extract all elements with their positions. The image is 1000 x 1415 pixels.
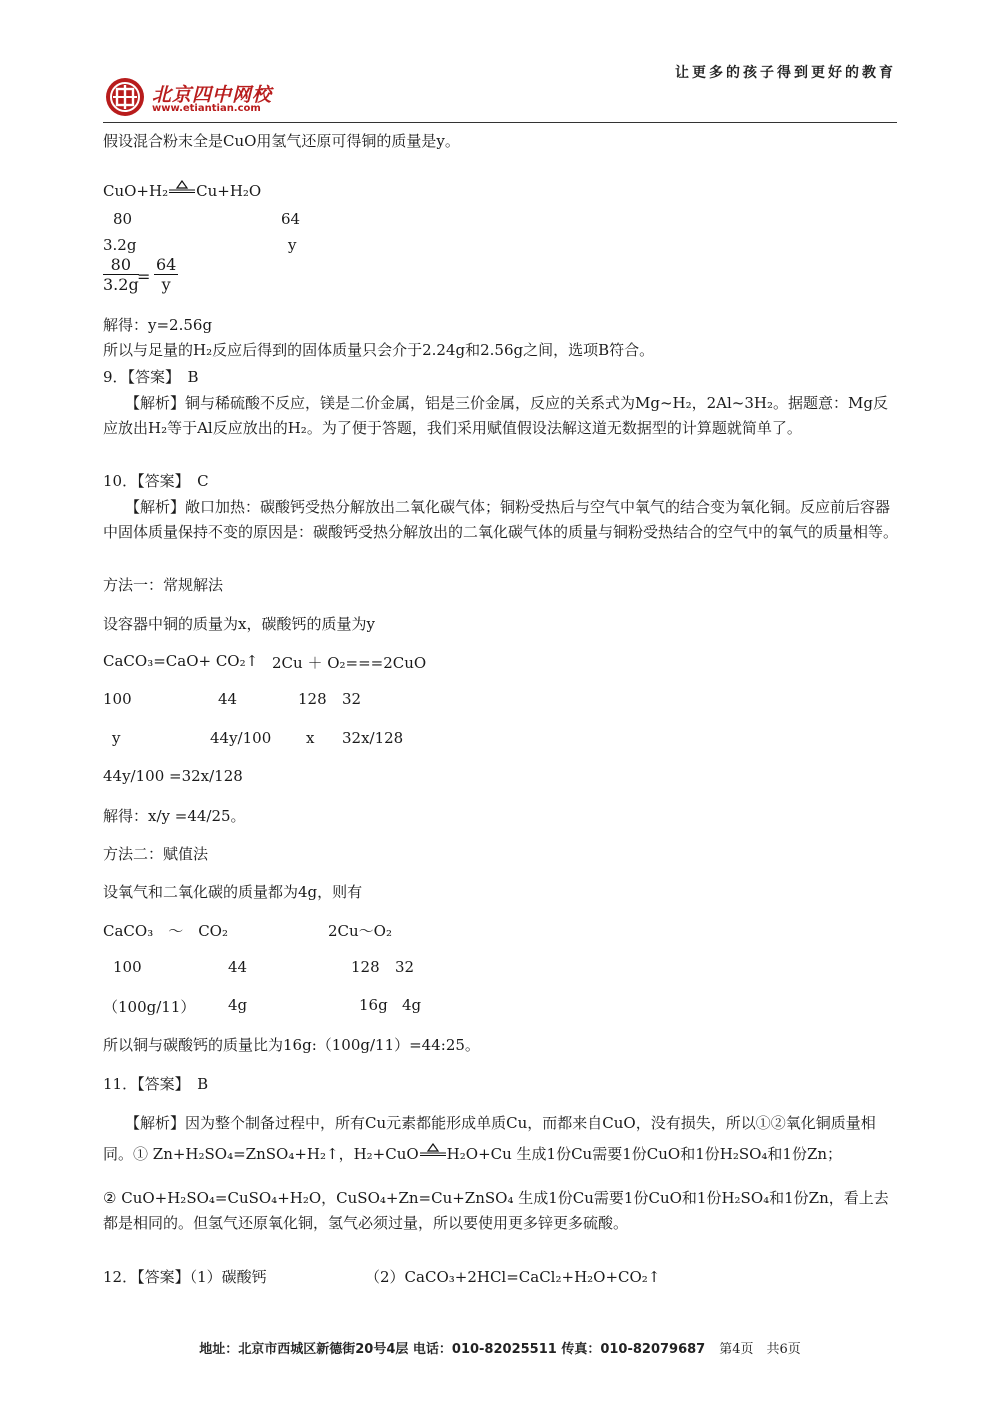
- explanation-part: H₂O+Cu 生成1份Cu需要1份CuO和1份H₂SO₄和1份Zn；: [446, 1145, 843, 1163]
- explanation: ② CuO+H₂SO₄=CuSO₄+H₂O，CuSO₄+Zn=Cu+ZnSO₄ 生成1份Cu需要1份CuO和1份H₂SO₄和1份Zn，看上去都是相同的。但氢气还原氧化铜，氢气必须过量，所以要使用更多锌更多硫酸。: [103, 1189, 889, 1232]
- fraction: [154, 255, 178, 294]
- page-footer: [0, 1338, 1000, 1357]
- method-heading: 方法二：赋值法: [103, 845, 209, 863]
- ratio-value: y: [288, 236, 297, 254]
- fraction-denominator: 3.2g: [103, 275, 139, 294]
- heat-reaction-sign-icon: [419, 1139, 447, 1161]
- ratio-value: 128: [351, 958, 380, 976]
- header-slogan: 让更多的孩子得到更好的教育: [675, 65, 896, 81]
- ratio-value: 32: [342, 690, 362, 708]
- ratio-value: 44: [218, 690, 238, 708]
- logo-name: 北京四中网校: [152, 84, 273, 106]
- ratio-value: 32x/128: [342, 729, 404, 747]
- ratio-value: 16g: [359, 996, 388, 1014]
- equation-right: Cu+H₂O: [196, 182, 262, 200]
- ratio-value: 80: [113, 210, 133, 228]
- ratio-value: 44: [228, 958, 248, 976]
- ratio-value: 128: [298, 690, 327, 708]
- equation: 2Cu～O₂: [328, 922, 392, 940]
- ratio-value: 32: [395, 958, 415, 976]
- footer-address: 地址：北京市西城区新德街20号4层 电话：010-82025511 传真：010-82079687: [199, 1342, 706, 1357]
- text-line: 设氧气和二氧化碳的质量都为4g，则有: [103, 883, 363, 901]
- explanation-part: 【解析】因为整个制备过程中，所有Cu元素都能形成单质Cu，而都来自CuO，没有损失，所以①②氧化铜质量相同。① Zn+H₂SO₄=ZnSO₄+H₂↑，H₂+CuO: [103, 1114, 876, 1163]
- equation: CaCO₃=CaO+ CO₂↑: [103, 652, 259, 670]
- logo-url: www.etiantian.com: [152, 103, 261, 114]
- page-number: 第4页 共6页: [719, 1342, 801, 1357]
- ratio-value: （100g/11）: [103, 998, 196, 1016]
- fraction-equals: =: [137, 267, 151, 286]
- explanation: 【解析】敞口加热：碳酸钙受热分解放出二氧化碳气体；铜粉受热后与空气中氧气的结合变为氧化铜。反应前后容器中固体质量保持不变的原因是：碳酸钙受热分解放出的二氧化碳气体的质量与铜粉受热结合的空气中的氧气的质量相等。: [103, 498, 899, 541]
- text-line: 所以与足量的H₂反应后得到的固体质量只会介于2.24g和2.56g之间，选项B符合。: [103, 341, 655, 359]
- answer-part: （2）CaCO₃+2HCl=CaCl₂+H₂O+CO₂↑: [365, 1268, 661, 1286]
- ratio-value: 100: [103, 690, 132, 708]
- ratio-value: 4g: [402, 996, 422, 1014]
- equation: 44y/100 =32x/128: [103, 767, 243, 785]
- heat-reaction-sign-icon: [168, 176, 196, 198]
- fraction-numerator: 80: [103, 255, 139, 275]
- equation-left: CuO+H₂: [103, 182, 169, 200]
- fraction-denominator: y: [161, 275, 171, 294]
- explanation: [103, 1108, 898, 1170]
- method-heading: 方法一：常规解法: [103, 576, 224, 594]
- answer-heading: 9．【答案】 B: [103, 368, 199, 386]
- text-line: 解得：x/y =44/25。: [103, 807, 246, 825]
- ratio-value: y: [112, 729, 121, 747]
- equation: [103, 176, 261, 200]
- header-divider: [103, 122, 897, 123]
- answer-heading: 12．【答案】（1）碳酸钙: [103, 1268, 267, 1286]
- equation: 2Cu ＋ O₂===2CuO: [272, 654, 427, 672]
- ratio-value: x: [306, 729, 315, 747]
- ratio-value: 4g: [228, 996, 248, 1014]
- text-line: 假设混合粉末全是CuO用氢气还原可得铜的质量是y。: [103, 132, 460, 150]
- fraction-numerator: 64: [156, 255, 177, 274]
- text-line: 解得：y=2.56g: [103, 316, 213, 334]
- text-line: 所以铜与碳酸钙的质量比为16g:（100g/11）=44:25。: [103, 1036, 480, 1054]
- answer-heading: 11．【答案】 B: [103, 1075, 209, 1093]
- fraction: [103, 255, 139, 294]
- explanation: 【解析】铜与稀硫酸不反应，镁是二价金属，铝是三价金属，反应的关系式为Mg~H₂，2Al~3H₂。据题意：Mg反应放出H₂等于Al反应放出的H₂。为了便于答题，我们采用赋值假设法解这道无数据型的计算题就简单了。: [103, 394, 888, 437]
- ratio-value: 44y/100: [210, 729, 272, 747]
- equation: CaCO₃ ～ CO₂: [103, 922, 228, 940]
- answer-heading: 10．【答案】 C: [103, 472, 209, 490]
- ratio-value: 64: [281, 210, 301, 228]
- text-line: 设容器中铜的质量为x，碳酸钙的质量为y: [103, 615, 375, 633]
- ratio-value: 3.2g: [103, 236, 137, 254]
- ratio-value: 100: [113, 958, 142, 976]
